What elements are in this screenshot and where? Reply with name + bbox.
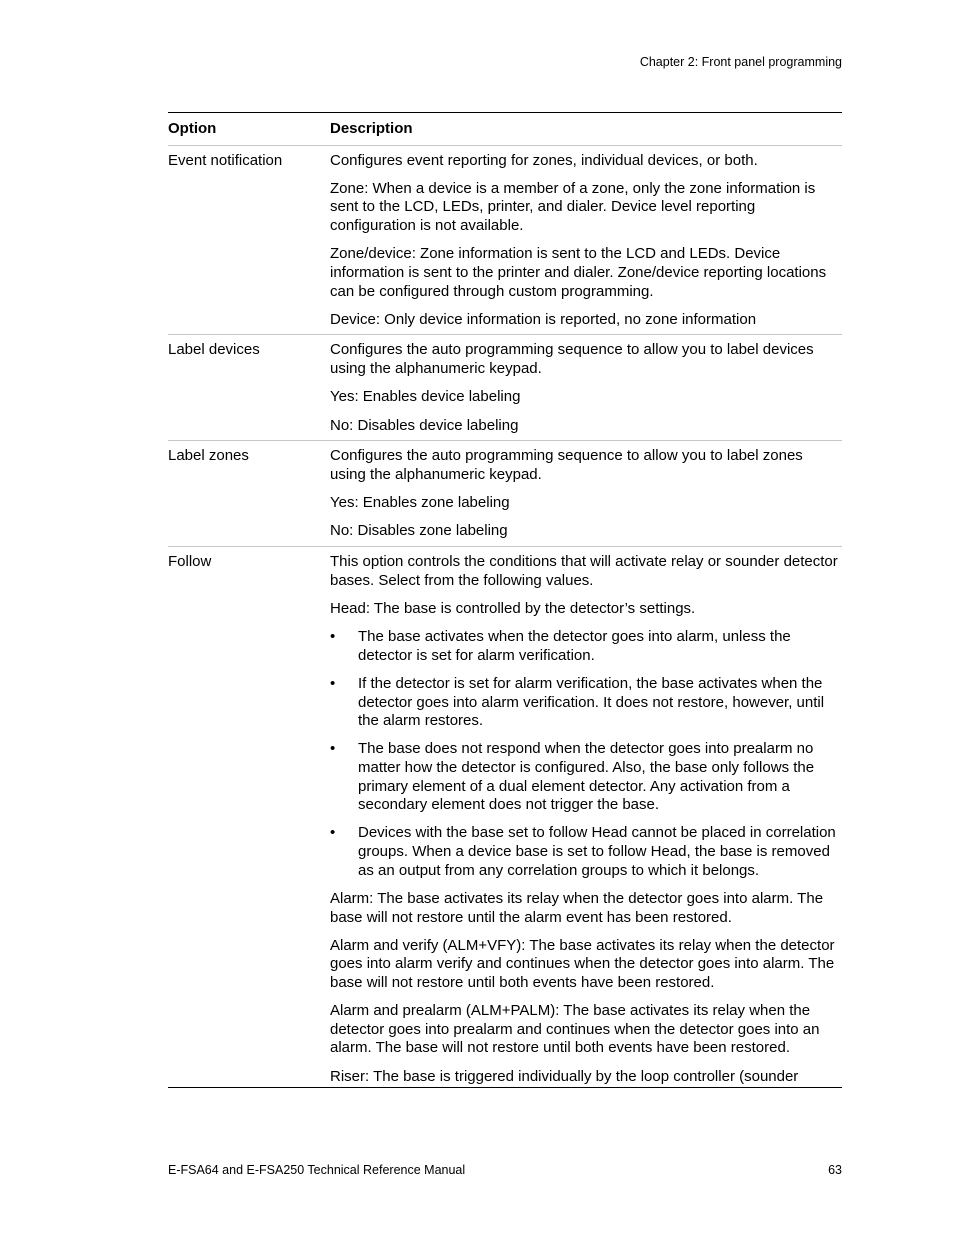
- option-name: Label zones: [168, 447, 249, 465]
- bullet-item: [330, 675, 842, 731]
- description-paragraph: This option controls the conditions that will activate relay or sounder detector bases. Select from the following values.: [330, 552, 838, 589]
- options-table: [168, 112, 842, 1088]
- option-name: Event notification: [168, 151, 283, 169]
- footer-manual-title: E-FSA64 and E-FSA250 Technical Reference Manual: [168, 1163, 466, 1177]
- bullet-marker: •: [330, 740, 336, 758]
- description-paragraph: Alarm and prealarm (ALM+PALM): The base activates its relay when the detector goes into prealarm and continues when the detector goes into an alarm. The base will not restore until both events have been restored.: [330, 1002, 820, 1057]
- description-paragraph: Configures the auto programming sequence to allow you to label devices using the alphanumeric keypad.: [330, 341, 814, 377]
- bullet-text: The base does not respond when the detector goes into prealarm no matter how the detector is configured. Also, the base only follows the primary element of a dual element detector. Any activation from a secondary element does not trigger the base.: [358, 740, 815, 814]
- description-paragraph: Yes: Enables device labeling: [330, 388, 521, 406]
- bullet-marker: •: [330, 628, 336, 646]
- description-paragraph: No: Disables device labeling: [330, 416, 519, 434]
- description-paragraph: Zone: When a device is a member of a zone, only the zone information is sent to the LCD, LEDs, printer, and dialer. Device level reporting configuration is not available.: [330, 179, 816, 235]
- description-paragraph: Riser: The base is triggered individually by the loop controller (sounder: [330, 1067, 799, 1085]
- running-header: Chapter 2: Front panel programming: [639, 55, 842, 69]
- bullet-marker: •: [330, 674, 336, 692]
- description-paragraph: Device: Only device information is reported, no zone information: [330, 310, 757, 328]
- page-number: 63: [828, 1163, 842, 1177]
- table-row: [168, 146, 842, 336]
- bullet-marker: •: [330, 824, 336, 842]
- column-header-description: Description: [330, 120, 413, 137]
- option-description: [330, 341, 842, 435]
- description-paragraph: Configures event reporting for zones, individual devices, or both.: [330, 151, 758, 169]
- bullet-item: [330, 824, 842, 880]
- description-paragraph: No: Disables zone labeling: [330, 522, 508, 540]
- option-name: Label devices: [168, 341, 260, 359]
- option-description: [330, 152, 842, 330]
- description-paragraph: Configures the auto programming sequence to allow you to label zones using the alphanumeric keypad.: [330, 447, 803, 483]
- table-header: [168, 113, 842, 146]
- description-paragraph: Head: The base is controlled by the detector’s settings.: [330, 599, 696, 617]
- bullet-item: [330, 740, 842, 814]
- description-paragraph: Zone/device: Zone information is sent to the LCD and LEDs. Device information is sent to the printer and dialer. Zone/device reporting locations can be configured through custom programming.: [330, 245, 827, 300]
- bullet-text: If the detector is set for alarm verification, the base activates when the detector goes into alarm verification. It does not restore, however, until the alarm restores.: [358, 674, 825, 730]
- description-paragraph: Alarm and verify (ALM+VFY): The base activates its relay when the detector goes into alarm verify and continues when the detector goes into alarm. The base will not restore until both events have been restored.: [330, 936, 835, 991]
- column-header-option: Option: [168, 120, 217, 137]
- bullet-text: The base activates when the detector goes into alarm, unless the detector is set for alarm verification.: [358, 628, 791, 664]
- bullet-text: Devices with the base set to follow Head cannot be placed in correlation groups. When a device base is set to follow Head, the base is removed as an output from any correlation groups to which it belongs.: [358, 824, 836, 879]
- option-description: [330, 447, 842, 541]
- table-row: [168, 441, 842, 547]
- table-row: [168, 547, 842, 1088]
- option-description: [330, 553, 842, 1086]
- table-row: [168, 335, 842, 441]
- bullet-item: [330, 628, 842, 665]
- description-paragraph: Alarm: The base activates its relay when the detector goes into alarm. The base will not restore until the alarm event has been restored.: [330, 889, 824, 926]
- description-paragraph: Yes: Enables zone labeling: [330, 494, 510, 512]
- option-name: Follow: [168, 552, 212, 570]
